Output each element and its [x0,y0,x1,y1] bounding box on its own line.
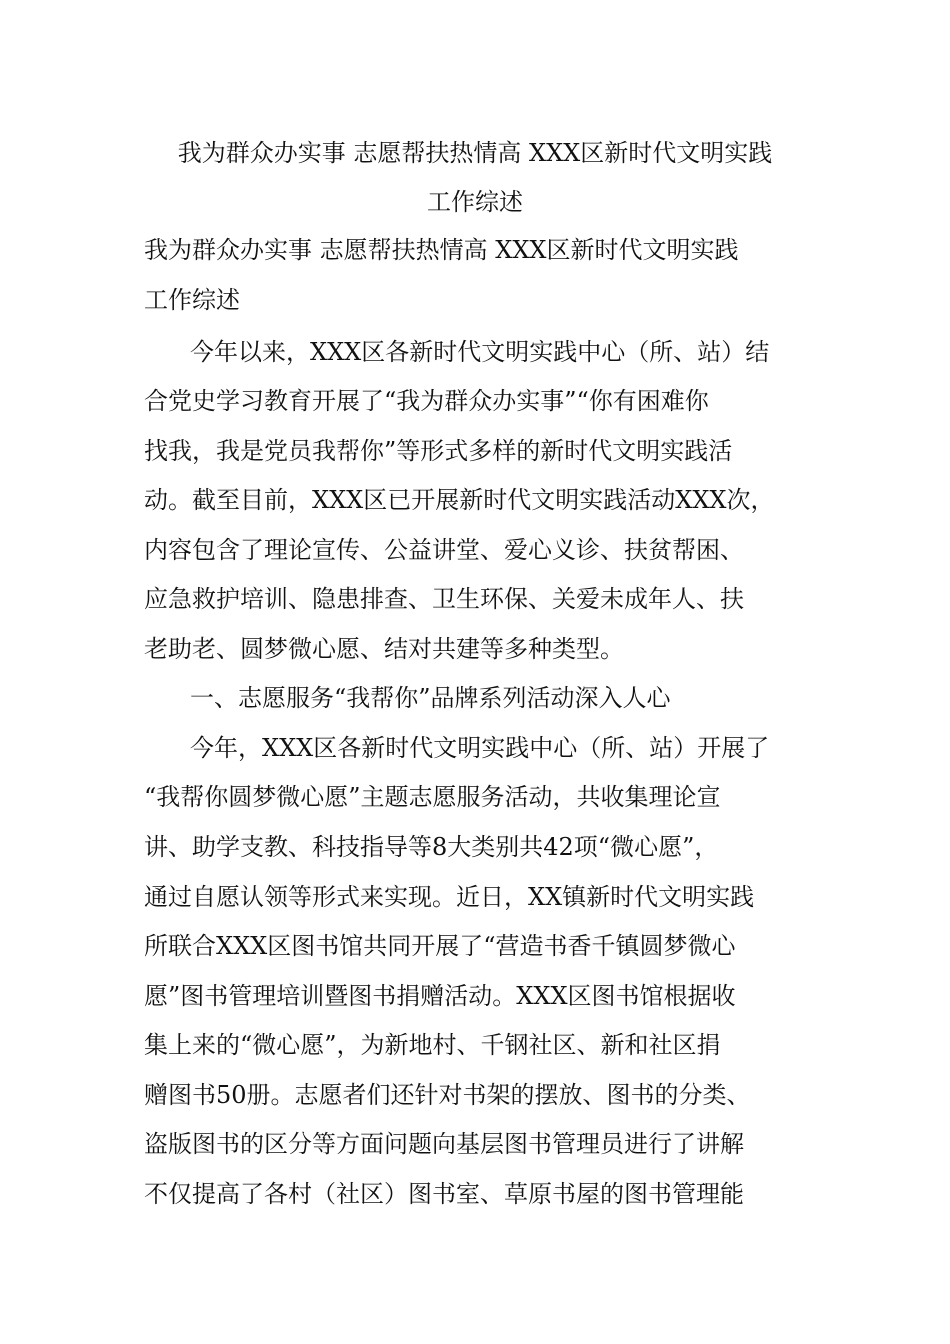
body-line: 盗版图书的区分等方面问题向基层图书管理员进行了讲解 [144,1130,744,1158]
document-title-line-1: 我为群众办实事 志愿帮扶热情高 XXX区新时代文明实践 [177,139,773,167]
body-line: 愿”图书管理培训暨图书捐赠活动。XXX区图书馆根据收 [144,982,736,1010]
document-title-line-2: 工作综述 [427,188,523,216]
body-line: “我帮你圆梦微心愿”主题志愿服务活动，共收集理论宣 [144,783,721,811]
body-line: 动。截至目前，XXX区已开展新时代文明实践活动XXX次， [144,486,775,514]
body-line: 找我，我是党员我帮你”等形式多样的新时代文明实践活 [144,437,733,465]
body-line: 我为群众办实事 志愿帮扶热情高 XXX区新时代文明实践 [144,236,739,264]
body-line: 今年，XXX区各新时代文明实践中心（所、站）开展了 [190,734,770,762]
body-line: 通过自愿认领等形式来实现。近日，XX镇新时代文明实践 [144,883,755,911]
section-heading: 一、志愿服务“我帮你”品牌系列活动深入人心 [190,684,671,712]
body-line: 应急救护培训、隐患排查、卫生环保、关爱未成年人、扶 [144,585,744,613]
body-line: 讲、助学支教、科技指导等8大类别共42项“微心愿”， [144,833,719,861]
body-line: 合党史学习教育开展了“我为群众办实事”“你有困难你 [144,387,709,415]
body-line: 老助老、圆梦微心愿、结对共建等多种类型。 [144,635,624,663]
body-line: 不仅提高了各村（社区）图书室、草原书屋的图书管理能 [144,1180,744,1208]
body-line: 集上来的“微心愿”，为新地村、千钢社区、新和社区捐 [144,1031,721,1059]
body-line: 赠图书50册。志愿者们还针对书架的摆放、图书的分类、 [144,1081,751,1109]
body-line: 内容包含了理论宣传、公益讲堂、爱心义诊、扶贫帮困、 [144,536,744,564]
body-line: 工作综述 [144,286,240,314]
body-line: 今年以来，XXX区各新时代文明实践中心（所、站）结 [190,338,770,366]
body-line: 所联合XXX区图书馆共同开展了“营造书香千镇圆梦微心 [144,932,736,960]
